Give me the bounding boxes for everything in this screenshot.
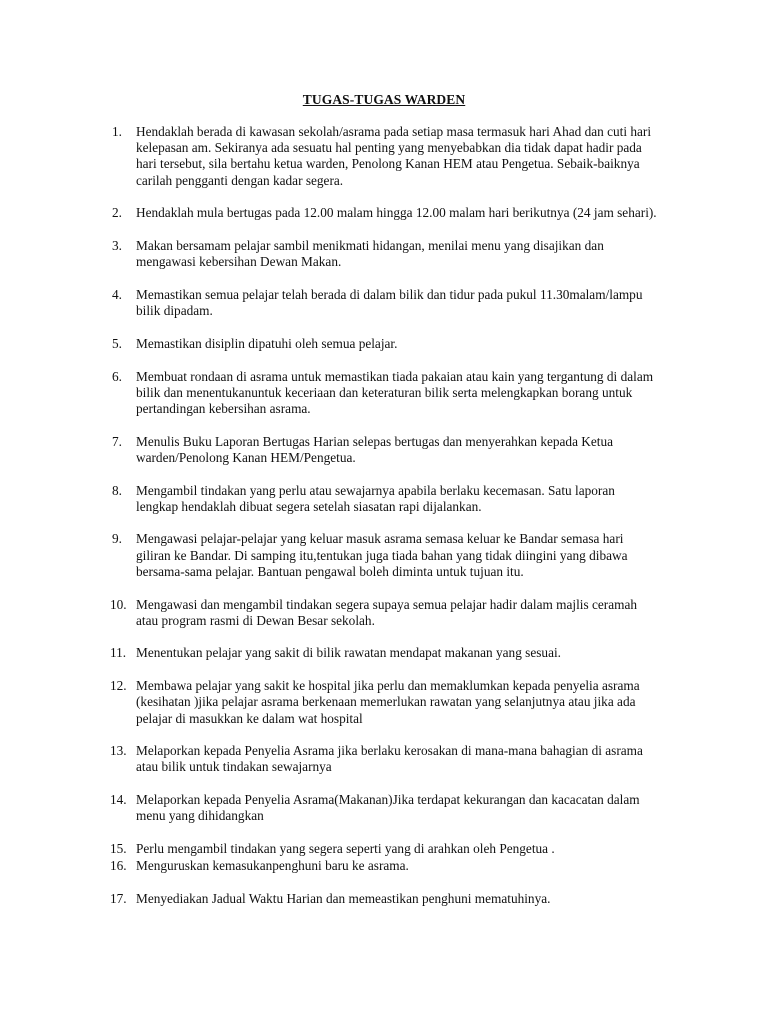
item-text: Mengambil tindakan yang perlu atau sewajarnya apabila berlaku kecemasan. Satu laporan lengkap hendaklah dibuat segera setelah siasatan rapi dijalankan. xyxy=(136,482,615,514)
item-text: Memastikan disiplin dipatuhi oleh semua pelajar. xyxy=(136,335,398,351)
item-text: Melaporkan kepada Penyelia Asrama(Makanan)Jika terdapat kekurangan dan kacacatan dalam menu yang dihidangkan xyxy=(136,792,640,824)
item-text: Hendaklah berada di kawasan sekolah/asrama pada setiap masa termasuk hari Ahad dan cuti hari kelepasan am. Sekiranya ada sesuatu hal penting yang menyebabkan dia tidak dapat hadir pada hari tersebut, sila bertahu ketua warden, Penolong Kanan HEM atau Pengetua. Sebaik-baiknya carilah pengganti dengan kadar segera. xyxy=(136,124,652,188)
item-number: 12. xyxy=(110,678,127,694)
item-text: Perlu mengambil tindakan yang segera seperti yang di arahkan oleh Pengetua . xyxy=(136,841,555,857)
list-item xyxy=(112,434,692,466)
item-number: 11. xyxy=(110,645,127,661)
list-item xyxy=(112,597,692,629)
item-number: 7. xyxy=(112,433,122,449)
item-text: Menulis Buku Laporan Bertugas Harian selepas bertugas dan menyerahkan kepada Ketua warden/Penolong Kanan HEM/Pengetua. xyxy=(136,433,614,465)
item-number: 15. xyxy=(110,841,127,857)
list-item xyxy=(112,287,692,319)
list-item xyxy=(112,678,692,727)
duties-list xyxy=(112,124,692,923)
item-number: 8. xyxy=(112,482,122,498)
list-item xyxy=(112,369,692,418)
list-item xyxy=(112,124,692,189)
item-number: 10. xyxy=(110,596,127,612)
item-number: 2. xyxy=(112,205,122,221)
item-number: 17. xyxy=(110,890,127,906)
item-number: 6. xyxy=(112,368,122,384)
item-text: Hendaklah mula bertugas pada 12.00 malam hingga 12.00 malam hari berikutnya (24 jam sehari). xyxy=(136,205,657,221)
item-text: Memastikan semua pelajar telah berada di dalam bilik dan tidur pada pukul 11.30malam/lampu bilik dipadam. xyxy=(136,286,643,319)
list-item xyxy=(112,743,692,775)
list-item xyxy=(112,645,692,661)
item-text: Mengawasi pelajar-pelajar yang keluar masuk asrama semasa keluar ke Bandar semasa hari giliran ke Bandar. Di samping itu,tentukan juga tiada bahan yang tidak diingini yang dibawa bersama-sama pelajar. Bantuan pengawal boleh diminta untuk tujuan itu. xyxy=(136,531,628,579)
item-text: Makan bersamam pelajar sambil menikmati hidangan, menilai menu yang disajikan dan mengawasi kebersihan Dewan Makan. xyxy=(136,238,604,270)
list-item xyxy=(112,792,692,824)
item-text: Menguruskan kemasukanpenghuni baru ke asrama. xyxy=(136,857,409,873)
item-number: 4. xyxy=(112,286,122,302)
item-text: Membawa pelajar yang sakit ke hospital jika perlu dan memaklumkan kepada penyelia asrama (kesihatan )jika pelajar asrama berkenaan memerlukan rawatan yang selanjutnya atau jika ada pelajar di masukkan ke dalam wat hospital xyxy=(136,678,640,726)
item-number: 1. xyxy=(112,124,122,139)
list-item xyxy=(112,858,692,874)
item-number: 14. xyxy=(110,792,127,808)
item-number: 16. xyxy=(110,857,127,873)
item-text: Membuat rondaan di asrama untuk memastikan tiada pakaian atau kain yang tergantung di dalam bilik dan menentukanuntuk keceriaan dan keteraturan bilik serta melengkapkan borang untuk pertandingan kebersihan asrama. xyxy=(136,368,654,416)
list-item xyxy=(112,238,692,270)
item-text: Menentukan pelajar yang sakit di bilik rawatan mendapat makanan yang sesuai. xyxy=(136,645,561,661)
list-item xyxy=(112,336,692,352)
item-text: Menyediakan Jadual Waktu Harian dan memeastikan penghuni mematuhinya. xyxy=(136,890,551,906)
list-item xyxy=(112,205,692,221)
list-item xyxy=(112,891,692,907)
item-number: 9. xyxy=(112,531,122,547)
document-title: TUGAS-TUGAS WARDEN xyxy=(302,92,466,107)
item-text: Melaporkan kepada Penyelia Asrama jika berlaku kerosakan di mana-mana bahagian di asrama atau bilik untuk tindakan sewajarnya xyxy=(136,743,643,775)
list-item xyxy=(112,483,692,515)
item-number: 5. xyxy=(112,335,122,351)
list-item xyxy=(112,841,692,857)
list-item xyxy=(112,531,692,580)
item-text: Mengawasi dan mengambil tindakan segera supaya semua pelajar hadir dalam majlis ceramah atau program rasmi di Dewan Besar sekolah. xyxy=(136,596,638,628)
item-number: 13. xyxy=(110,743,127,759)
item-number: 3. xyxy=(112,238,122,254)
